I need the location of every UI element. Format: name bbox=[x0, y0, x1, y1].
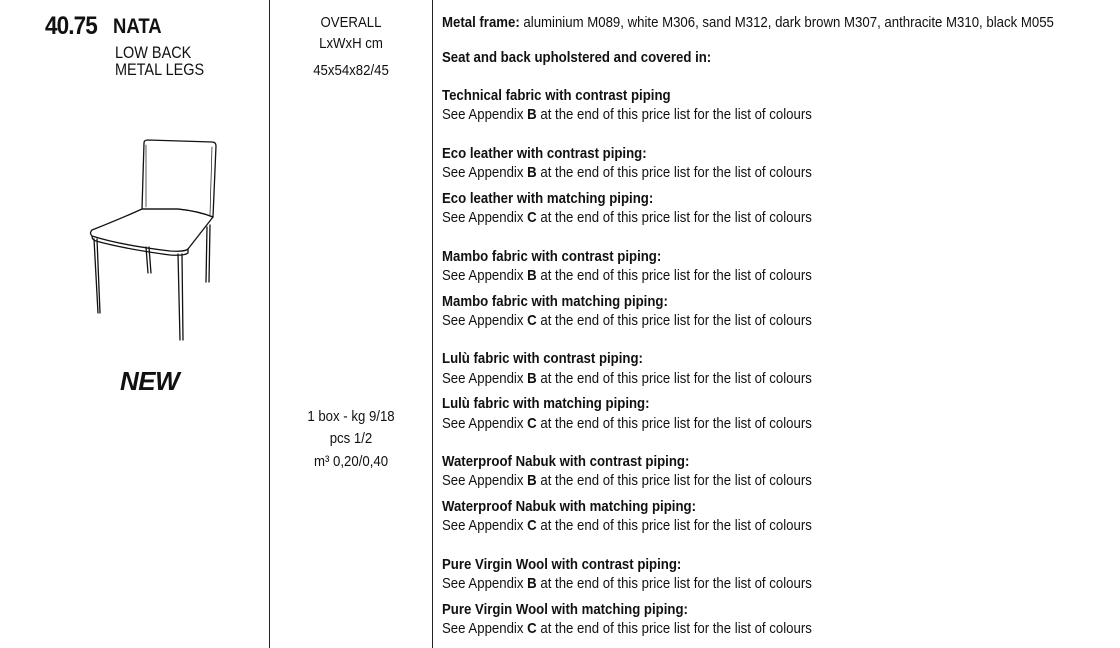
packaging-box: 1 box - kg 9/18 bbox=[307, 408, 395, 425]
option-description: See Appendix B at the end of this price list for the list of colours bbox=[442, 472, 812, 489]
column-divider-right bbox=[432, 0, 433, 648]
option-description: See Appendix C at the end of this price list for the list of colours bbox=[442, 517, 812, 534]
option-description: See Appendix B at the end of this price list for the list of colours bbox=[442, 106, 812, 123]
option-title: Technical fabric with contrast piping bbox=[442, 87, 671, 104]
packaging-pieces: pcs 1/2 bbox=[329, 430, 373, 447]
new-badge: NEW bbox=[120, 366, 180, 396]
option-description: See Appendix C at the end of this price list for the list of colours bbox=[442, 312, 812, 329]
appendix-letter: B bbox=[527, 164, 537, 181]
appendix-letter: C bbox=[527, 312, 537, 329]
option-title: Lulù fabric with contrast piping: bbox=[442, 350, 643, 367]
option-title: Lulù fabric with matching piping: bbox=[442, 395, 650, 412]
upholstery-heading: Seat and back upholstered and covered in: bbox=[442, 49, 712, 66]
product-column bbox=[0, 0, 270, 648]
appendix-letter: B bbox=[527, 370, 537, 387]
product-subtitle-1: LOW BACK bbox=[115, 43, 192, 62]
product-code: 40.75 bbox=[45, 12, 97, 40]
option-description: See Appendix C at the end of this price list for the list of colours bbox=[442, 620, 812, 637]
option-title: Pure Virgin Wool with matching piping: bbox=[442, 601, 688, 618]
option-description: See Appendix C at the end of this price list for the list of colours bbox=[442, 209, 812, 226]
option-title: Eco leather with matching piping: bbox=[442, 190, 654, 207]
metal-frame-label: Metal frame: bbox=[442, 14, 520, 31]
dimensions-units: LxWxH cm bbox=[319, 35, 383, 52]
appendix-letter: B bbox=[527, 267, 537, 284]
option-title: Waterproof Nabuk with contrast piping: bbox=[442, 453, 690, 470]
dimensions-heading: OVERALL bbox=[320, 14, 382, 31]
dimensions-values: 45x54x82/45 bbox=[313, 62, 389, 79]
packaging-volume: m³ 0,20/0,40 bbox=[313, 453, 389, 470]
option-title: Eco leather with contrast piping: bbox=[442, 145, 647, 162]
product-name: NATA bbox=[113, 15, 162, 38]
option-title: Mambo fabric with matching piping: bbox=[442, 293, 668, 310]
appendix-letter: B bbox=[527, 575, 537, 592]
metal-frame-line bbox=[442, 14, 1054, 31]
option-description: See Appendix B at the end of this price list for the list of colours bbox=[442, 370, 812, 387]
product-subtitle-2: METAL LEGS bbox=[115, 60, 205, 79]
appendix-letter: C bbox=[527, 209, 537, 226]
chair-illustration bbox=[80, 135, 225, 345]
metal-frame-text: aluminium M089, white M306, sand M312, dark brown M307, anthracite M310, black M055 bbox=[519, 14, 1054, 31]
appendix-letter: C bbox=[527, 517, 537, 534]
option-title: Mambo fabric with contrast piping: bbox=[442, 248, 662, 265]
appendix-letter: C bbox=[527, 415, 537, 432]
option-title: Waterproof Nabuk with matching piping: bbox=[442, 498, 696, 515]
appendix-letter: C bbox=[527, 620, 537, 637]
option-description: See Appendix C at the end of this price list for the list of colours bbox=[442, 415, 812, 432]
appendix-letter: B bbox=[527, 106, 537, 123]
option-description: See Appendix B at the end of this price list for the list of colours bbox=[442, 575, 812, 592]
option-title: Pure Virgin Wool with contrast piping: bbox=[442, 556, 682, 573]
appendix-letter: B bbox=[527, 472, 537, 489]
option-description: See Appendix B at the end of this price list for the list of colours bbox=[442, 267, 812, 284]
option-description: See Appendix B at the end of this price list for the list of colours bbox=[442, 164, 812, 181]
